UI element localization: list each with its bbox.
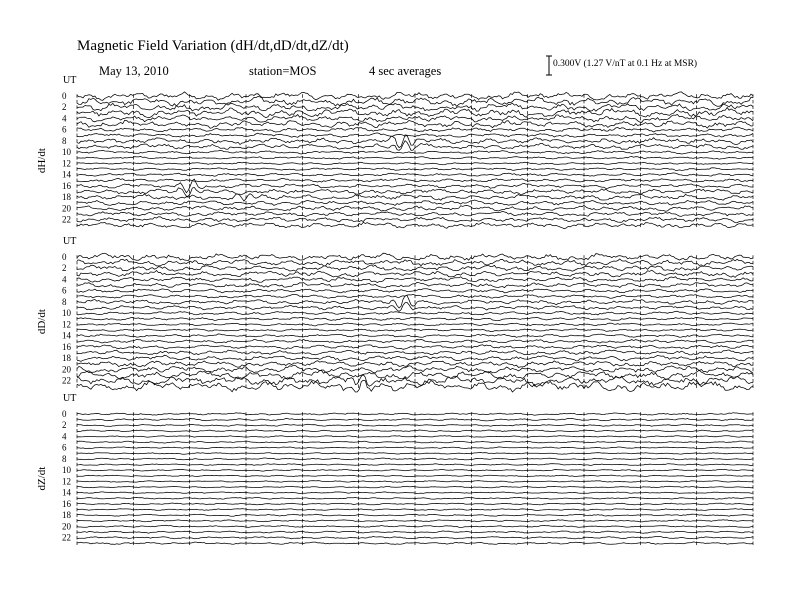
panel-ylabel: dH/dt [36, 148, 48, 174]
hour-label: 14 [62, 169, 71, 180]
hour-label: 8 [62, 453, 67, 464]
panel-ylabel: dD/dt [36, 309, 48, 335]
hour-label: 18 [62, 192, 71, 203]
hour-label: 22 [62, 532, 71, 543]
hour-label: 12 [62, 476, 71, 487]
hour-label: 0 [62, 91, 67, 101]
hour-label: 2 [62, 420, 67, 431]
hour-label: 14 [62, 487, 71, 498]
hour-label: 18 [62, 510, 71, 521]
hour-label: 2 [62, 102, 67, 113]
hour-label: 4 [62, 113, 67, 124]
ut-label: UT [63, 236, 77, 247]
hour-label: 14 [62, 330, 71, 341]
hour-label: 12 [62, 158, 71, 169]
chart-title: Magnetic Field Variation (dH/dt,dD/dt,dZ/dt) [77, 38, 349, 54]
hour-label: 8 [62, 135, 67, 146]
ut-label: UT [63, 75, 77, 86]
panel-ylabel: dZ/dt [36, 466, 48, 491]
hour-label: 20 [62, 203, 71, 214]
hour-label: 20 [62, 364, 71, 375]
hour-label: 20 [62, 521, 71, 532]
trace-hour-19 [77, 200, 753, 205]
hour-label: 16 [62, 341, 71, 352]
hour-label: 6 [62, 285, 67, 296]
hour-label: 6 [62, 124, 67, 135]
hour-label: 6 [62, 442, 67, 453]
hour-label: 0 [62, 252, 67, 262]
panel-dh-dt [36, 75, 753, 229]
hour-label: 10 [62, 147, 71, 158]
trace-hour-19 [77, 361, 753, 368]
hour-label: 22 [62, 214, 71, 225]
ut-label: UT [63, 393, 77, 404]
trace-hour-18 [77, 355, 753, 361]
panel-dd-dt [36, 236, 753, 392]
hour-label: 16 [62, 180, 71, 191]
hour-label: 4 [62, 431, 67, 442]
averaging-label: 4 sec averages [369, 64, 442, 78]
scale-bar [546, 56, 552, 75]
hour-label: 0 [62, 409, 67, 419]
hour-label: 4 [62, 274, 67, 285]
hour-label: 22 [62, 375, 71, 386]
hour-label: 12 [62, 319, 71, 330]
hour-label: 18 [62, 353, 71, 364]
date-label: May 13, 2010 [99, 64, 169, 78]
hour-label: 8 [62, 296, 67, 307]
hour-label: 16 [62, 498, 71, 509]
panel-dz-dt [36, 393, 753, 545]
hour-label: 10 [62, 308, 71, 319]
scale-bar-label: 0.300V (1.27 V/nT at 0.1 Hz at MSR) [553, 59, 698, 69]
station-label: station=MOS [249, 64, 317, 78]
trace-hour-18 [77, 194, 753, 201]
hour-label: 2 [62, 263, 67, 274]
hour-label: 10 [62, 465, 71, 476]
